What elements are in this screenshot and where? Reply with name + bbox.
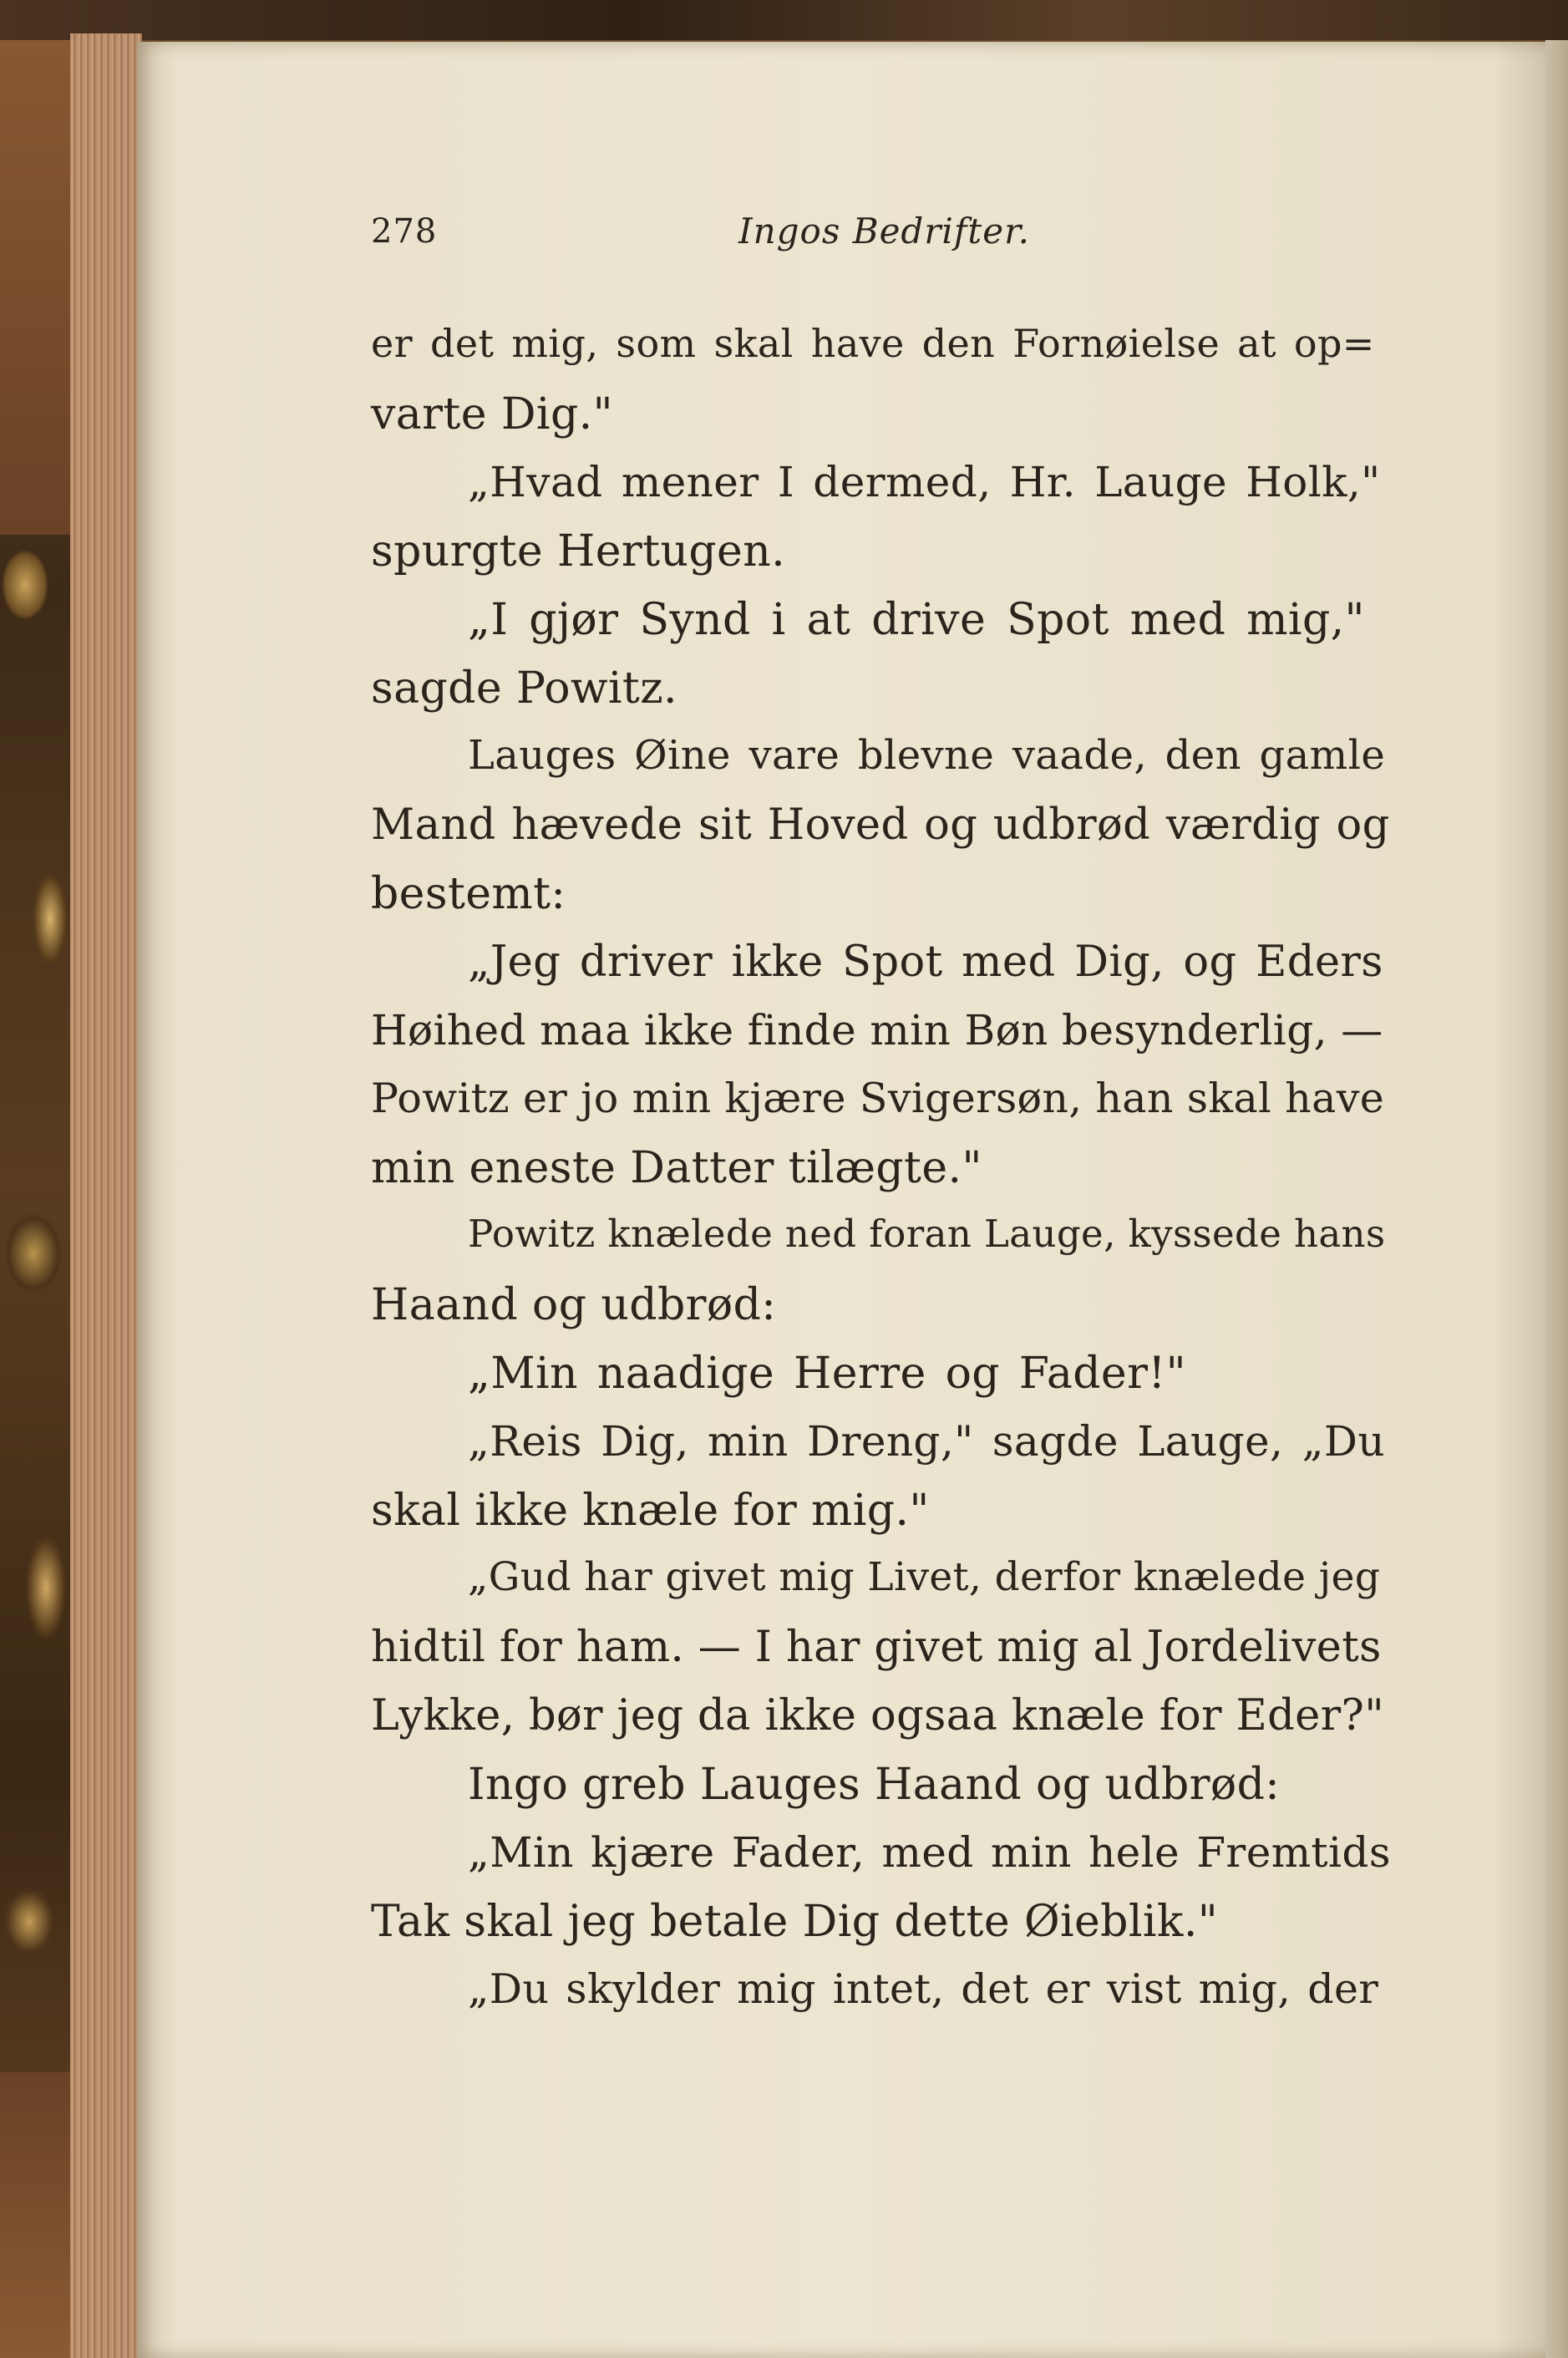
text-line: Høihed maa ikke finde min Bøn besynderlig, — bbox=[371, 1006, 1383, 1054]
text-line: hidtil for ham. — I har givet mig al Jordelivets bbox=[371, 1623, 1382, 1672]
text-line: spurgte Hertugen. bbox=[371, 526, 786, 577]
running-title: Ingos Bedrifter. bbox=[738, 211, 1030, 252]
text-line: Mand hævede sit Hoved og udbrød værdig og bbox=[371, 800, 1390, 850]
text-line: „Min naadige Herre og Fader!" bbox=[468, 1349, 1186, 1399]
text-line: bestemt: bbox=[371, 869, 566, 919]
leather-corner-bottom bbox=[0, 2072, 80, 2358]
page-block-edges bbox=[70, 33, 142, 2358]
leather-corner-top bbox=[0, 0, 80, 535]
text-line: „Gud har givet mig Livet, derfor knælede jeg bbox=[468, 1554, 1381, 1600]
text-line: skal ikke knæle for mig." bbox=[371, 1486, 930, 1536]
text-line: varte Dig." bbox=[371, 389, 613, 440]
text-line: Tak skal jeg betale Dig dette Øieblik." bbox=[371, 1897, 1219, 1947]
text-line: min eneste Datter tilægte." bbox=[371, 1143, 982, 1193]
text-line: Lauges Øine vare blevne vaade, den gamle bbox=[468, 732, 1386, 779]
page-number: 278 bbox=[371, 212, 438, 251]
text-line: „Jeg driver ikke Spot med Dig, og Eders bbox=[468, 938, 1383, 987]
text-line: „Min kjære Fader, med min hele Fremtids bbox=[468, 1828, 1391, 1877]
text-line: „Du skylder mig intet, det er vist mig, der bbox=[468, 1965, 1379, 2013]
text-line: Lykke, bør jeg da ikke ogsaa knæle for Eder?" bbox=[371, 1691, 1385, 1741]
text-line: „Reis Dig, min Dreng," sagde Lauge, „Du bbox=[468, 1417, 1385, 1466]
text-line: „I gjør Synd i at drive Spot med mig," bbox=[468, 595, 1365, 645]
text-line: „Hvad mener I dermed, Hr. Lauge Holk," bbox=[468, 458, 1381, 506]
text-line: Haand og udbrød: bbox=[371, 1280, 777, 1330]
page-right-edge bbox=[1545, 40, 1568, 2358]
book-top-edge bbox=[0, 0, 1568, 40]
text-line: Ingo greb Lauges Haand og udbrød: bbox=[468, 1760, 1281, 1810]
text-line: sagde Powitz. bbox=[371, 663, 677, 714]
text-line: er det mig, som skal have den Fornøielse at op= bbox=[371, 321, 1375, 366]
text-line: Powitz knælede ned foran Lauge, kyssede hans bbox=[468, 1212, 1386, 1256]
text-line: Powitz er jo min kjære Svigersøn, han skal have bbox=[371, 1075, 1385, 1122]
